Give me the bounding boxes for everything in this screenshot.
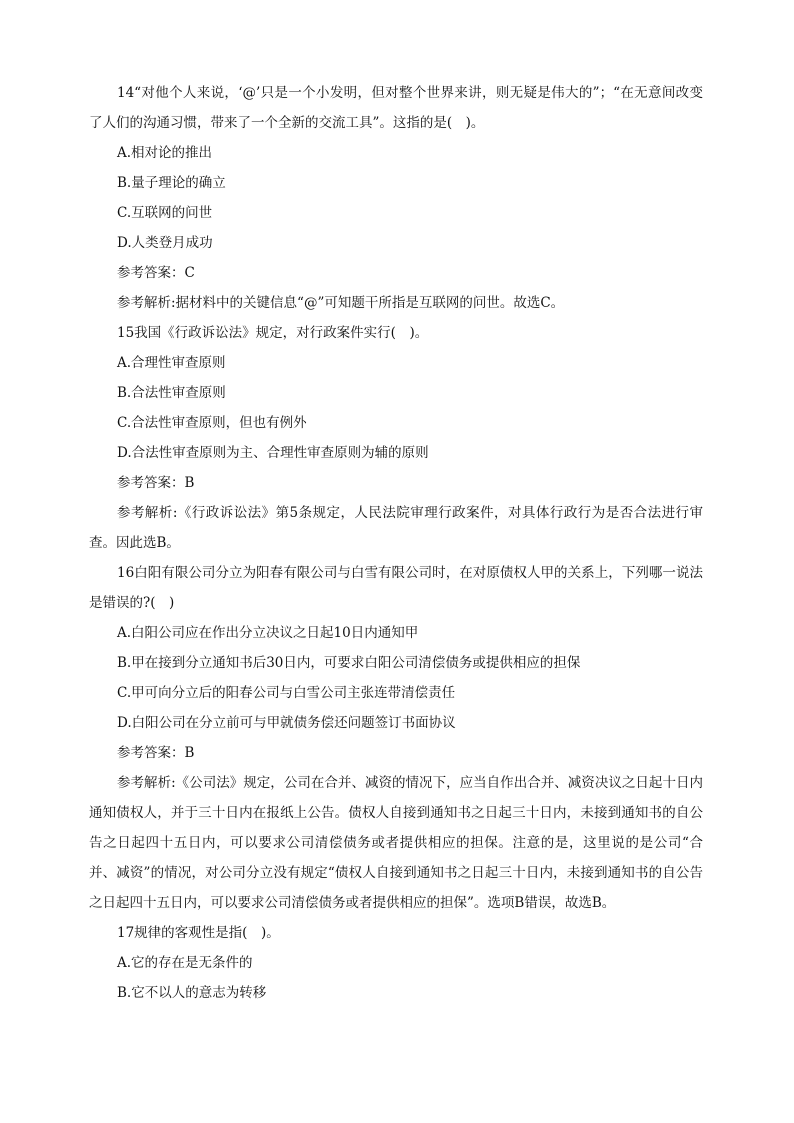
question-16-option-c: C.甲可向分立后的阳春公司与白雪公司主张连带清偿责任 <box>117 685 456 701</box>
question-16-stem: 16白阳有限公司分立为阳春有限公司与白雪有限公司时，在对原债权人甲的关系上，下列哪一说法是错误的?( ) <box>89 565 703 611</box>
question-14-option-b: B.量子理论的确立 <box>117 175 226 191</box>
question-17-option-b: B.它不以人的意志为转移 <box>117 985 267 1001</box>
document-body <box>89 78 703 1008</box>
question-17-stem: 17规律的客观性是指( )。 <box>117 925 280 941</box>
question-16-analysis: 参考解析:《公司法》规定，公司在合并、减资的情况下，应当自作出合并、减资决议之日起十日内通知债权人，并于三十日内在报纸上公告。债权人自接到通知书之日起三十日内，未接到通知书的自公告之日起四十五日内，可以要求公司清偿债务或者提供相应的担保。注意的是，这里说的是公司“合并、减资”的情况，对公司分立没有规定“债权人自接到通知书之日起三十日内，未接到通知书的自公告之日起四十五日内，可以要求公司清偿债务或者提供相应的担保”。选项B错误，故选B。 <box>89 775 703 911</box>
question-14-stem: 14“对他个人来说，‘@’只是一个小发明，但对整个世界来讲，则无疑是伟大的”；“在无意间改变了人们的沟通习惯，带来了一个全新的交流工具”。这指的是( )。 <box>89 85 703 131</box>
question-14-option-c: C.互联网的问世 <box>117 205 213 221</box>
question-14-option-d: D.人类登月成功 <box>117 235 213 251</box>
question-15-option-a: A.合理性审查原则 <box>117 355 226 371</box>
question-15-stem: 15我国《行政诉讼法》规定，对行政案件实行( )。 <box>117 325 429 341</box>
question-15-answer: 参考答案：B <box>117 475 195 491</box>
question-17-option-a: A.它的存在是无条件的 <box>117 955 253 971</box>
question-16-option-d: D.白阳公司在分立前可与甲就债务偿还问题签订书面协议 <box>117 715 456 731</box>
question-15-option-d: D.合法性审查原则为主、合理性审查原则为辅的原则 <box>117 445 429 461</box>
question-15-option-b: B.合法性审查原则 <box>117 385 226 401</box>
question-14-analysis: 参考解析:据材料中的关键信息“@”可知题干所指是互联网的问世。故选C。 <box>117 295 565 311</box>
question-16-option-b: B.甲在接到分立通知书后30日内，可要求白阳公司清偿债务或提供相应的担保 <box>117 655 581 671</box>
question-14-option-a: A.相对论的推出 <box>117 145 213 161</box>
question-15-analysis: 参考解析:《行政诉讼法》第5条规定，人民法院审理行政案件，对具体行政行为是否合法进行审查。因此选B。 <box>89 505 703 551</box>
question-16-option-a: A.白阳公司应在作出分立决议之日起10日内通知甲 <box>117 625 419 641</box>
question-16-answer: 参考答案：B <box>117 745 195 761</box>
question-15-option-c: C.合法性审查原则，但也有例外 <box>117 415 307 431</box>
question-14-answer: 参考答案：C <box>117 265 195 281</box>
